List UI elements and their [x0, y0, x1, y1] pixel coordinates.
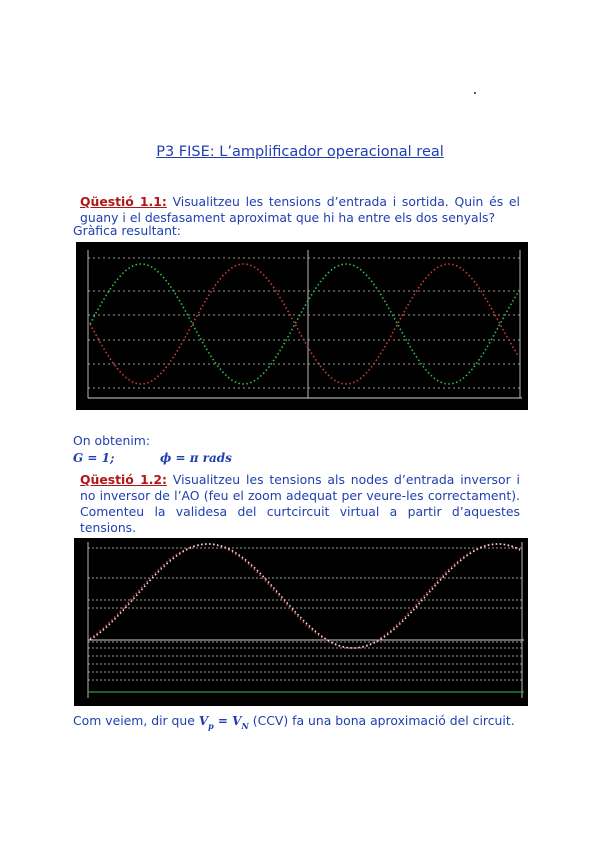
conclusion: [73, 713, 515, 731]
question-1-1-label: Qüestió 1.1:: [80, 194, 167, 209]
question-1-2-text: Visualitzeu les tensions als nodes d’entrada inversor i no inversor de l’AO (feu el zoom adequat per veure-les correctament). Comenteu la validesa del curtcircuit virtual a partir d’aquestes tensions.: [80, 472, 520, 535]
trace-output: [90, 264, 518, 384]
vp-letter: V: [198, 714, 209, 728]
question-1-2-label: Qüestió 1.2:: [80, 472, 167, 487]
header-mark: [474, 92, 476, 94]
question-1-1-text: Visualitzeu les tensions d’entrada i sortida. Quin és el guany i el desfasament aproximat que hi ha entre els dos senyals?: [80, 194, 520, 225]
trace-vn: [90, 544, 520, 648]
oscilloscope-plot-1: [76, 242, 528, 410]
conclusion-suffix: (CCV) fa una bona aproximació del circuit.: [248, 713, 515, 728]
conclusion-prefix: Com veiem, dir que: [73, 713, 199, 728]
vp-symbol: [198, 714, 249, 731]
gain-result: G = 1;: [73, 451, 115, 465]
trace-vp: [90, 544, 520, 648]
on-obtenim-label: On obtenim:: [73, 433, 151, 448]
document-title: P3 FISE: L’amplificador operacional real: [156, 144, 444, 160]
vn-letter: V: [232, 714, 242, 728]
trace-input: [90, 264, 518, 384]
oscilloscope-plot-2: [74, 538, 528, 706]
question-1-2: [80, 472, 520, 536]
oscilloscope-plot-2-svg: [74, 538, 528, 706]
equals-sign: =: [213, 714, 233, 728]
oscilloscope-plot-1-svg: [76, 242, 528, 410]
vn-subscript: N: [241, 721, 249, 731]
vp-subscript: p: [208, 721, 214, 731]
question-1-1: [80, 194, 520, 226]
grafica-label: Gràfica resultant:: [73, 223, 181, 238]
phase-result: ϕ = π rads: [160, 451, 232, 465]
